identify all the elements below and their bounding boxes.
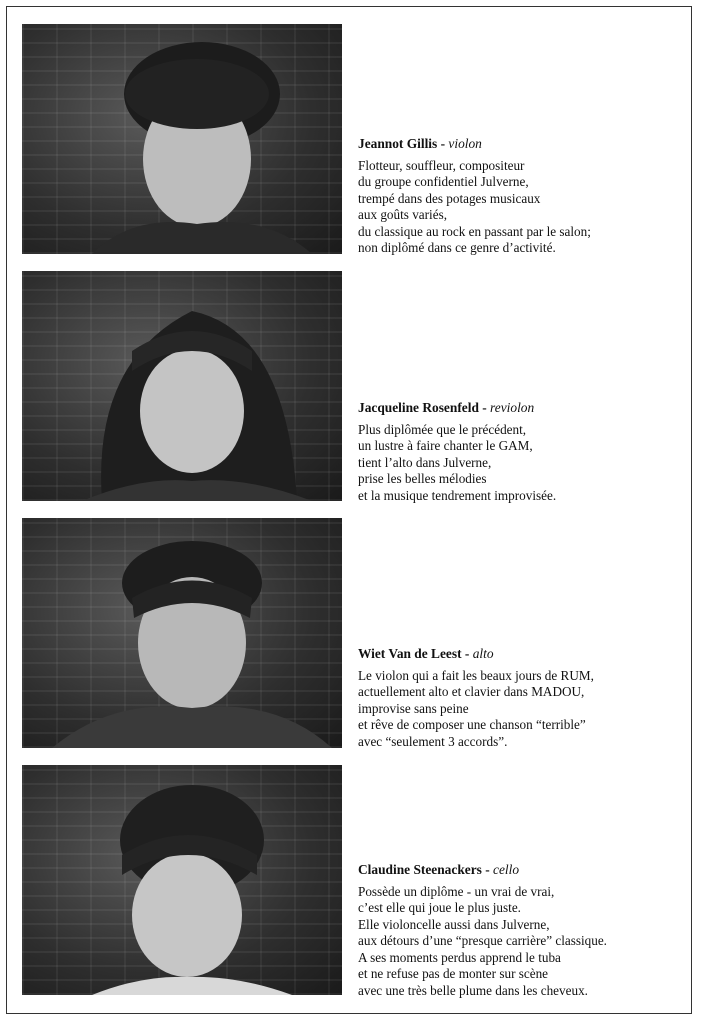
description-line: et rêve de composer une chanson “terrible” [358, 717, 586, 732]
name-separator: - [461, 646, 473, 661]
description-line: du groupe confidentiel Julverne, [358, 174, 529, 189]
member-description-2 [358, 422, 688, 505]
name-separator: - [478, 400, 491, 415]
description-line: tient l’alto dans Julverne, [358, 454, 492, 470]
member-instrument: alto [472, 646, 494, 661]
description-line: c’est elle qui joue le plus juste. [358, 900, 521, 915]
description-line: prise les belles mélodies [358, 471, 487, 486]
portrait-photo-1 [22, 24, 342, 254]
description-line: et ne refuse pas de monter sur scène [358, 966, 549, 981]
member-heading-4 [358, 862, 688, 879]
description-line: actuellement alto et clavier dans MADOU, [358, 684, 585, 699]
member-heading-2 [358, 400, 688, 417]
member-heading-3 [358, 646, 688, 663]
description-line: A ses moments perdus apprend le tuba [358, 949, 561, 965]
description-line: Flotteur, souffleur, compositeur [358, 157, 525, 173]
member-name: Wiet Van de Leest [358, 646, 462, 661]
member-description-1 [358, 158, 688, 257]
description-line: avec une très belle plume dans les cheveux. [358, 982, 588, 998]
name-separator: - [437, 136, 449, 151]
member-instrument: reviolon [490, 400, 535, 415]
description-line: improvise sans peine [358, 700, 469, 716]
description-line: Elle violoncelle aussi dans Julverne, [358, 916, 550, 932]
member-name: Jeannot Gillis [358, 136, 438, 151]
description-line: aux goûts variés, [358, 207, 447, 222]
description-line: non diplômé dans ce genre d’activité. [358, 240, 556, 255]
member-name: Claudine Steenackers [358, 862, 482, 877]
member-instrument: violon [448, 136, 482, 151]
description-line: aux détours d’une “presque carrière” classique. [358, 933, 607, 948]
member-entry-3 [22, 518, 682, 750]
name-separator: - [481, 862, 494, 877]
description-line: trempé dans des potages musicaux [358, 190, 541, 206]
member-text-3 [358, 646, 688, 750]
description-line: avec “seulement 3 accords”. [358, 733, 508, 749]
member-text-4 [358, 862, 688, 999]
description-line: Le violon qui a fait les beaux jours de RUM, [358, 667, 594, 683]
member-name: Jacqueline Rosenfeld [358, 400, 479, 415]
member-description-4 [358, 884, 688, 1000]
description-line: un lustre à faire chanter le GAM, [358, 438, 533, 453]
member-text-1 [358, 136, 688, 257]
member-entry-4 [22, 765, 682, 997]
portrait-photo-4 [22, 765, 342, 995]
member-entry-2 [22, 271, 682, 503]
member-description-3 [358, 668, 688, 751]
portrait-photo-3 [22, 518, 342, 748]
description-line: et la musique tendrement improvisée. [358, 487, 557, 503]
portrait-photo-2 [22, 271, 342, 501]
member-entry-1 [22, 24, 682, 256]
member-heading-1 [358, 136, 688, 153]
description-line: du classique au rock en passant par le salon; [358, 223, 591, 239]
member-instrument: cello [493, 862, 520, 877]
description-line: Possède un diplôme - un vrai de vrai, [358, 883, 555, 899]
description-line: Plus diplômée que le précédent, [358, 421, 527, 437]
member-text-2 [358, 400, 688, 504]
